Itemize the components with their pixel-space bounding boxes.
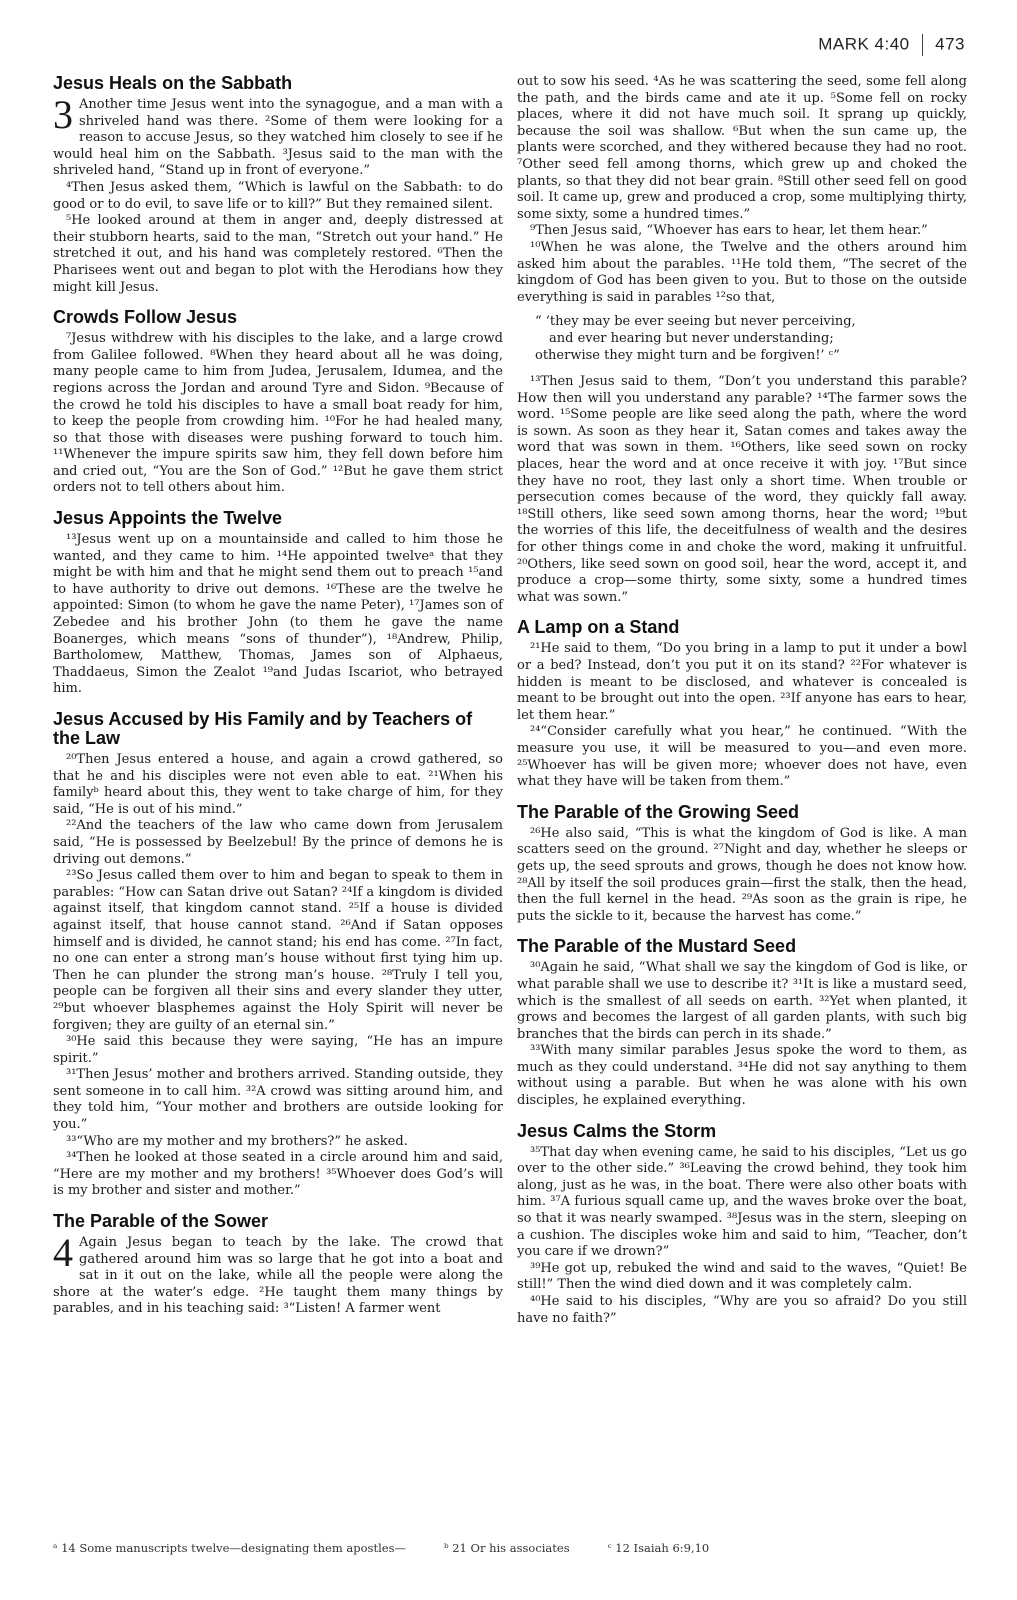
paragraph: ²³So Jesus called them over to him and began to speak to them in parables: “How can Satan drive out Satan? ²⁴If a kingdom is divided against itself, that kingdom cannot stand. ²⁵If a house is divided against itself, that house cannot stand. ²⁶And if Satan opposes himself and is divided, he cannot stand; his end has come. ²⁷In fact, no one can enter a strong man’s house without first tying him up. Then he can plunder the strong man’s house. ²⁸Truly I tell you, people can be forgiven all their sins and every slander they utter, ²⁹but whoever blasphemes against the Holy Spirit will never be forgiven; they are guilty of an eternal sin.” — [53, 868, 503, 1033]
section-parable-sower — [53, 1212, 503, 1318]
paragraph: ³⁰He said this because they were saying, “He has an impure spirit.” — [53, 1034, 503, 1066]
right-column — [517, 74, 967, 1339]
paragraph: ²⁶He also said, “This is what the kingdom of God is like. A man scatters seed on the ground. ²⁷Night and day, whether he sleeps or gets up, the seed sprouts and grows, though he does not know how. ²⁸All by itself the soil produces grain—first the stalk, then the head, then the full kernel in the head. ²⁹As soon as the grain is ripe, he puts the sickle to it, because the harvest has come.” — [517, 825, 967, 924]
paragraph: ³⁴Then he looked at those seated in a circle around him and said, “Here are my mother and my brothers! ³⁵Whoever does God’s will is my brother and sister and mother.” — [53, 1150, 503, 1199]
section-heading: Crowds Follow Jesus — [53, 307, 238, 328]
section-crowds-follow — [53, 308, 503, 497]
section-heading: Jesus Calms the Storm — [517, 1120, 717, 1141]
footnote-b: ᵇ 21 Or his associates — [443, 1541, 570, 1555]
paragraph: ²¹He said to them, “Do you bring in a lamp to put it under a bowl or a bed? Instead, don’t you put it on its stand? ²²For whatever is hidden is meant to be disclosed, and whatever is concealed is meant to be brought out into the open. ²³If anyone has ears to hear, let them hear.” — [517, 641, 967, 723]
paragraph: ¹⁰When he was alone, the Twelve and the others around him asked him about the parables. ¹¹He told them, “The secret of the kingdom of God has been given to you. But to those on the outside everything is said in parables ¹²so that, — [517, 239, 967, 305]
page-number: 473 — [935, 34, 965, 54]
chapter-number: 4 — [53, 1230, 73, 1276]
poetry-line: and ever hearing but never understanding; — [549, 330, 834, 346]
section-heading: The Parable of the Mustard Seed — [517, 936, 797, 957]
paragraph: ³⁵That day when evening came, he said to his disciples, “Let us go over to the other side.” ³⁶Leaving the crowd behind, they took him along, just as he was, in the boat. There were also other boats with him. ³⁷A furious squall came up, and the waves broke over the boat, so that it was nearly swamped. ³⁸Jesus was in the stern, sleeping on a cushion. The disciples woke him and said to him, “Teacher, don’t you care if we drown?” — [517, 1144, 967, 1260]
paragraph: ²⁴“Consider carefully what you hear,” he continued. “With the measure you use, it will be measured to you—and even more. ²⁵Whoever has will be given more; whoever does not have, even what they have will be taken from them.” — [517, 724, 967, 790]
poetry-line: “ ‘they may be ever seeing but never perceiving, — [535, 314, 856, 330]
verse-text: Another time Jesus went into the synagogue, and a man with a shriveled hand was there. ²Some of them were looking for a reason to accuse Jesus, so they watched him closely to see if he would heal him on the Sabbath. ³Jesus said to the man with the shriveled hand, “Stand up in front of everyone.” — [53, 97, 503, 179]
paragraph — [53, 92, 503, 180]
verse-text: Again Jesus began to teach by the lake. The crowd that gathered around him was so large that he got into a boat and sat in it out on the lake, while all the people were along the shore at the water’s edge. ²He taught them many things by parables, and in his teaching said: ³“Listen! A farmer went — [53, 1235, 503, 1317]
poetry-line: otherwise they might turn and be forgiven!’ ᶜ” — [535, 347, 840, 363]
header-divider — [922, 34, 924, 56]
footnote-a: ᵃ 14 Some manuscripts twelve—designating them apostles— — [53, 1541, 406, 1555]
section-lamp-on-stand — [517, 618, 967, 790]
section-heading: Jesus Accused by His Family and by Teachers of the Law — [53, 709, 473, 748]
section-accused-by-family — [53, 710, 503, 1200]
running-header — [818, 34, 965, 56]
paragraph: ⁹Then Jesus said, “Whoever has ears to hear, let them hear.” — [530, 223, 928, 239]
paragraph: ³³With many similar parables Jesus spoke the word to them, as much as they could understand. ³⁴He did not say anything to them without using a parable. But when he was alone with his own disciples, he explained everything. — [517, 1043, 967, 1109]
section-mustard-seed — [517, 937, 967, 1109]
paragraph: ⁴⁰He said to his disciples, “Why are you so afraid? Do you still have no faith?” — [517, 1294, 967, 1326]
footnotes — [53, 1541, 963, 1555]
paragraph: ⁴Then Jesus asked them, “Which is lawful on the Sabbath: to do good or to do evil, to save life or to kill?” But they remained silent. — [53, 179, 503, 212]
section-appoints-twelve — [53, 509, 503, 698]
section-heading: A Lamp on a Stand — [517, 617, 680, 638]
paragraph: ⁷Jesus withdrew with his disciples to the lake, and a large crowd from Galilee followed. ⁸When they heard about all he was doing, many people came to him from Judea, Jerusalem, Idumea, and the regions across the Jordan and around Tyre and Sidon. ⁹Because of the crowd he told his disciples to have a small boat ready for him, to keep the people from crowding him. ¹⁰For he had healed many, so that those with diseases were pushing forward to touch him. ¹¹Whenever the impure spirits saw him, they fell down before him and cried out, “You are the Son of God.” ¹²But he gave them strict orders not to tell others about him. — [53, 331, 503, 496]
paragraph: ¹³Then Jesus said to them, “Don’t you understand this parable? How then will you understand any parable? ¹⁴The farmer sows the word. ¹⁵Some people are like seed along the path, where the word is sown. As soon as they hear it, Satan comes and takes away the word that was sown in them. ¹⁶Others, like seed sown on rocky places, hear the word and at once receive it with joy. ¹⁷But since they have no root, they last only a short time. When trouble or persecution comes because of the word, they quickly fall away. ¹⁸Still others, like seed sown among thorns, hear the word; ¹⁹but the worries of this life, the deceitfulness of wealth and the desires for other things come in and choke the word, making it unfruitful. ²⁰Others, like seed sown on good soil, hear the word, accept it, and produce a crop—some thirty, some sixty, some a hundred times what was sown.” — [517, 374, 967, 605]
chapter-number: 3 — [53, 92, 73, 137]
footnote-c: ᶜ 12 Isaiah 6:9,10 — [607, 1541, 710, 1555]
section-calms-storm — [517, 1122, 967, 1328]
section-sower-continued — [517, 74, 967, 606]
paragraph: ³⁰Again he said, “What shall we say the kingdom of God is like, or what parable shall we use to describe it? ³¹It is like a mustard seed, which is the smallest of all seeds on earth. ³²Yet when planted, it grows and becomes the largest of all garden plants, with such big branches that the birds can perch in its shade.” — [517, 960, 967, 1042]
paragraph: ⁵He looked around at them in anger and, deeply distressed at their stubborn hearts, said to the man, “Stretch out your hand.” He stretched it out, and his hand was completely restored. ⁶Then the Pharisees went out and began to plot with the Herodians how they might kill Jesus. — [53, 213, 503, 295]
section-growing-seed — [517, 803, 967, 926]
left-column — [53, 74, 503, 1330]
section-heading: The Parable of the Sower — [53, 1211, 269, 1232]
poetry-quote — [535, 314, 967, 364]
section-heading: Jesus Heals on the Sabbath — [53, 73, 293, 93]
paragraph: ²²And the teachers of the law who came down from Jerusalem said, “He is possessed by Beelzebul! By the prince of demons he is driving out demons.” — [53, 818, 503, 867]
paragraph: ²⁰Then Jesus entered a house, and again a crowd gathered, so that he and his disciples were not even able to eat. ²¹When his familyᵇ heard about this, they went to take charge of him, for they said, “He is out of his mind.” — [53, 752, 503, 817]
paragraph — [53, 1230, 503, 1318]
section-heals-sabbath — [53, 74, 503, 296]
paragraph: ³⁹He got up, rebuked the wind and said to the waves, “Quiet! Be still!” Then the wind died down and it was completely calm. — [517, 1260, 967, 1293]
paragraph: ³³“Who are my mother and my brothers?” he asked. — [66, 1133, 408, 1149]
section-heading: Jesus Appoints the Twelve — [53, 508, 283, 529]
paragraph: ¹³Jesus went up on a mountainside and called to him those he wanted, and they came to him. ¹⁴He appointed twelveᵃ that they might be with him and that he might send them out to preach ¹⁵and to have authority to drive out demons. ¹⁶These are the twelve he appointed: Simon (to whom he gave the name Peter), ¹⁷James son of Zebedee and his brother John (to them he gave the name Boanerges, which means “sons of thunder”), ¹⁸Andrew, Philip, Bartholomew, Matthew, Thomas, James son of Alphaeus, Thaddaeus, Simon the Zealot ¹⁹and Judas Iscariot, who betrayed him. — [53, 532, 503, 697]
section-heading: The Parable of the Growing Seed — [517, 801, 800, 822]
paragraph: ³¹Then Jesus’ mother and brothers arrived. Standing outside, they sent someone in to call him. ³²A crowd was sitting around him, and they told him, “Your mother and brothers are outside looking for you.” — [53, 1067, 503, 1133]
chapter-reference: MARK 4:40 — [818, 34, 910, 54]
paragraph: out to sow his seed. ⁴As he was scattering the seed, some fell along the path, and the birds came and ate it up. ⁵Some fell on rocky places, where it did not have much soil. It sprang up quickly, because the soil was shallow. ⁶But when the sun came up, the plants were scorched, and they withered because they had no root. ⁷Other seed fell among thorns, which grew up and choked the plants, so that they did not bear grain. ⁸Still other seed fell on good soil. It came up, grew and produced a crop, some multiplying thirty, some sixty, some a hundred times.” — [517, 74, 967, 222]
